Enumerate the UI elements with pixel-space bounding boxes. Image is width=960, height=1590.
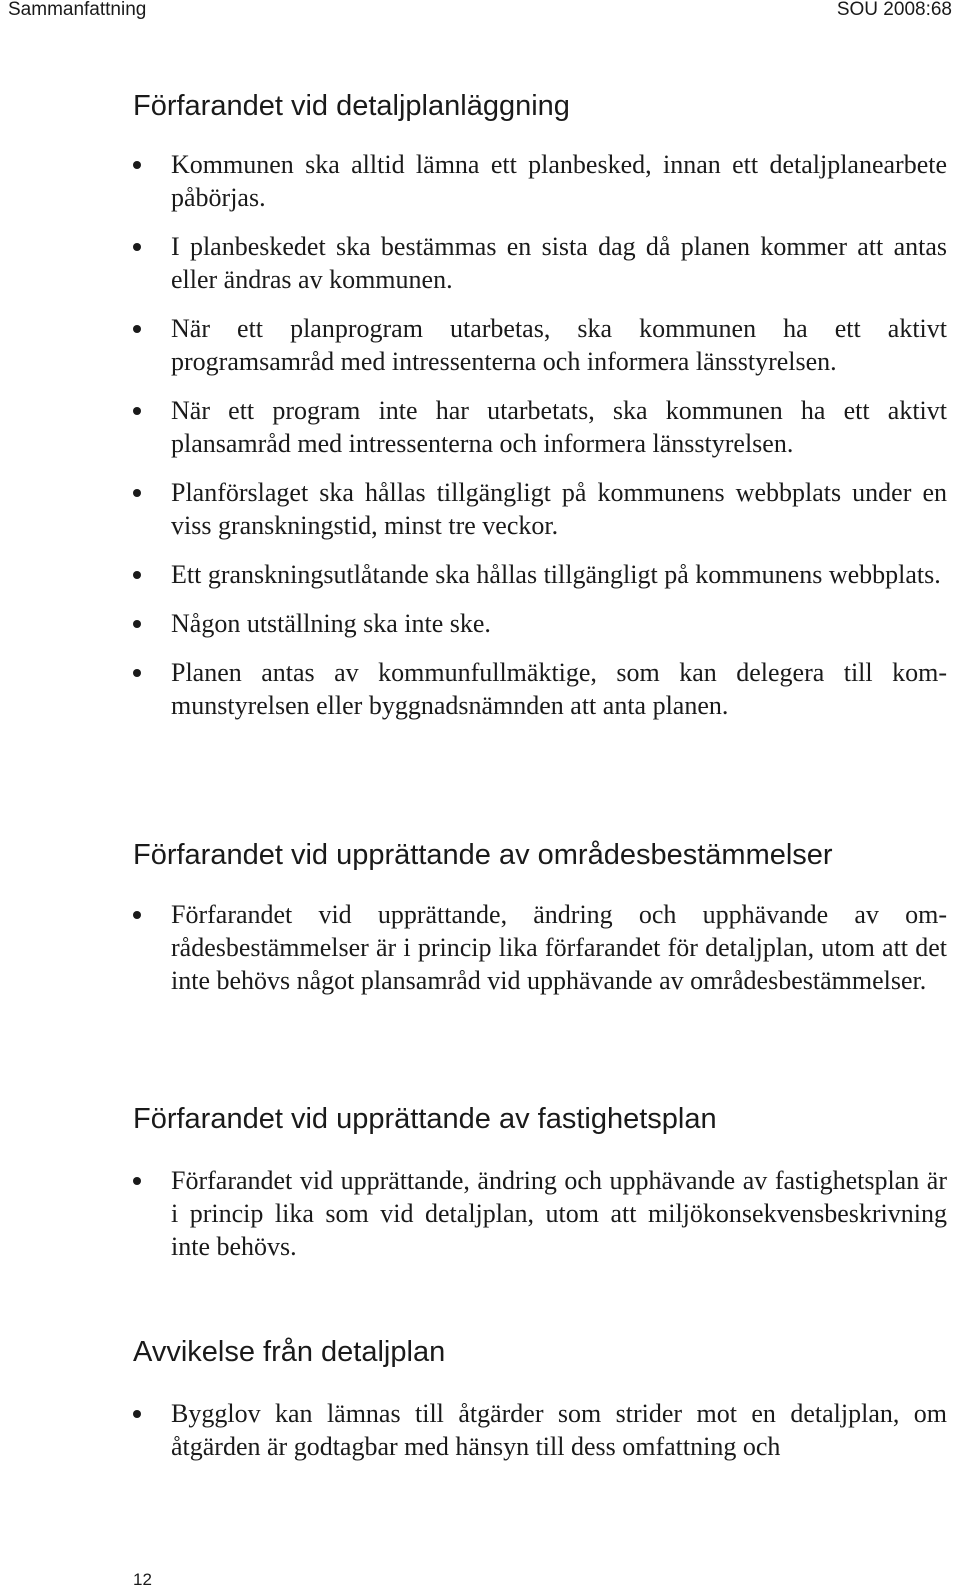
- bullet-list-avvikelse: [133, 1397, 947, 1463]
- bullet-icon: [133, 1177, 141, 1185]
- list-item-text: Planförslaget ska hållas tillgängligt på kommunens webbplats under en viss granskningstid, minst tre veckor.: [171, 478, 947, 540]
- list-item: [133, 1164, 947, 1263]
- list-item-text: Planen antas av kommunfullmäktige, som kan delegera till kommunstyrelsen eller byggnadsnämnden att anta planen.: [171, 658, 947, 720]
- bullet-icon: [133, 669, 141, 677]
- list-item-text: Förfarandet vid upprättande, ändring och upphävande av områdesbestämmelser är i princip lika förfarandet för detaljplan, utom att det inte behövs något plansamråd vid upphävande av områdesbestämmelser.: [171, 900, 947, 995]
- running-head-report-id: SOU 2008:68: [836, 0, 952, 20]
- bullet-icon: [133, 489, 141, 497]
- list-item: [133, 230, 947, 296]
- section-heading-avvikelse: Avvikelse från detaljplan: [133, 1336, 446, 1368]
- list-item-text: Bygglov kan lämnas till åtgärder som strider mot en detaljplan, om åtgärden är godtagbar med hänsyn till dess omfattning och: [171, 1399, 947, 1461]
- bullet-list-fastighetsplan: [133, 1164, 947, 1263]
- list-item-text: I planbeskedet ska bestämmas en sista dag då planen kommer att antas eller ändras av kommunen.: [171, 232, 947, 294]
- bullet-list-detaljplanlaggning: [133, 148, 947, 722]
- section-heading-fastighetsplan: Förfarandet vid upprättande av fastighetsplan: [133, 1103, 717, 1135]
- list-item: [133, 394, 947, 460]
- bullet-icon: [133, 911, 141, 919]
- list-item-text: Någon utställning ska inte ske.: [171, 609, 491, 638]
- page-number: 12: [133, 1570, 152, 1589]
- bullet-icon: [133, 161, 141, 169]
- list-item: [133, 312, 947, 378]
- bullet-icon: [133, 407, 141, 415]
- list-item: [133, 476, 947, 542]
- bullet-icon: [133, 325, 141, 333]
- list-item-text: När ett program inte har utarbetats, ska kommunen ha ett aktivt plansamråd med intressenterna och informera länsstyrelsen.: [171, 396, 947, 458]
- list-item-text: Ett granskningsutlåtande ska hållas tillgängligt på kommunens webbplats.: [171, 560, 941, 589]
- bullet-icon: [133, 571, 141, 579]
- bullet-icon: [133, 1410, 141, 1418]
- list-item-text: Förfarandet vid upprättande, ändring och upphävande av fastighetsplan är i princip lika som vid detaljplan, utom att miljökonsekvensbeskrivning inte behövs.: [171, 1166, 947, 1261]
- list-item-text: Kommunen ska alltid lämna ett planbesked, innan ett detaljplanearbete påbörjas.: [171, 150, 947, 212]
- list-item: [133, 148, 947, 214]
- list-item: [133, 898, 947, 997]
- list-item-text: När ett planprogram utarbetas, ska kommunen ha ett aktivt programsamråd med intressenterna och informera länsstyrelsen.: [171, 314, 947, 376]
- list-item: [133, 607, 947, 640]
- list-item: [133, 1397, 947, 1463]
- bullet-list-omradesbestammelser: [133, 898, 947, 997]
- running-head: [8, 0, 952, 20]
- running-head-chapter: Sammanfattning: [8, 0, 147, 20]
- bullet-icon: [133, 243, 141, 251]
- bullet-icon: [133, 620, 141, 628]
- list-item: [133, 656, 947, 722]
- section-heading-detaljplanlaggning: Förfarandet vid detaljplanläggning: [133, 90, 570, 122]
- section-heading-omradesbestammelser: Förfarandet vid upprättande av områdesbestämmelser: [133, 839, 833, 871]
- list-item: [133, 558, 947, 591]
